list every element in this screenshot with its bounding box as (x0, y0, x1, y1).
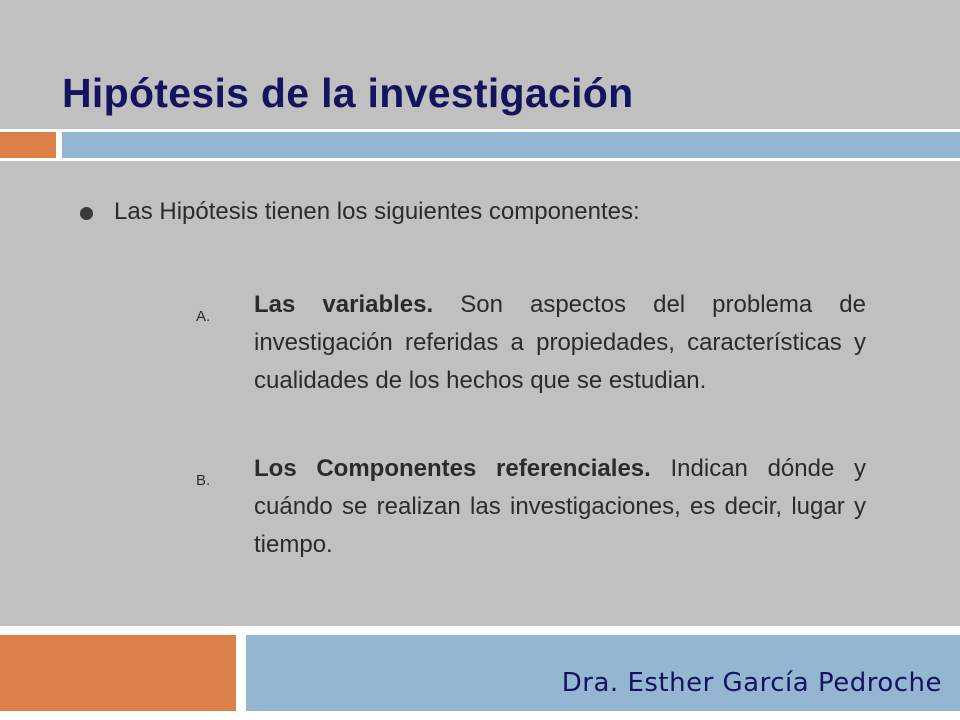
sub-item-body (254, 450, 866, 564)
footer-rule-bottom (0, 711, 960, 720)
sub-item-letter: A. (196, 308, 211, 325)
sub-item-componentes (196, 450, 866, 564)
sub-item-text: Indican dónde y cuándo se realizan las investigaciones, es decir, lugar y tiempo. (254, 455, 866, 558)
footer-author: Dra. Esther García Pedroche (561, 668, 942, 698)
sub-item-variables (196, 286, 866, 400)
slide-title: Hipótesis de la investigación (62, 70, 634, 116)
sub-item-text: Son aspectos del problema de investigación referidas a propiedades, características y cualidades de los hechos que se estudian. (254, 291, 866, 394)
footer-accent-orange (0, 635, 236, 711)
sub-item-body (254, 286, 866, 400)
bullet-dot-icon (80, 207, 93, 220)
sub-item-letter: B. (196, 472, 211, 489)
header-accent-blue (62, 132, 960, 158)
footer-divider (236, 635, 246, 711)
sub-item-term: Las variables. (254, 291, 434, 318)
bullet-text: Las Hipótesis tienen los siguientes componentes: (114, 198, 640, 225)
footer-rule-top (0, 626, 960, 635)
sub-item-term: Los Componentes referenciales. (254, 455, 651, 482)
header-rule-bottom (0, 158, 960, 161)
header-accent-orange (0, 132, 56, 158)
